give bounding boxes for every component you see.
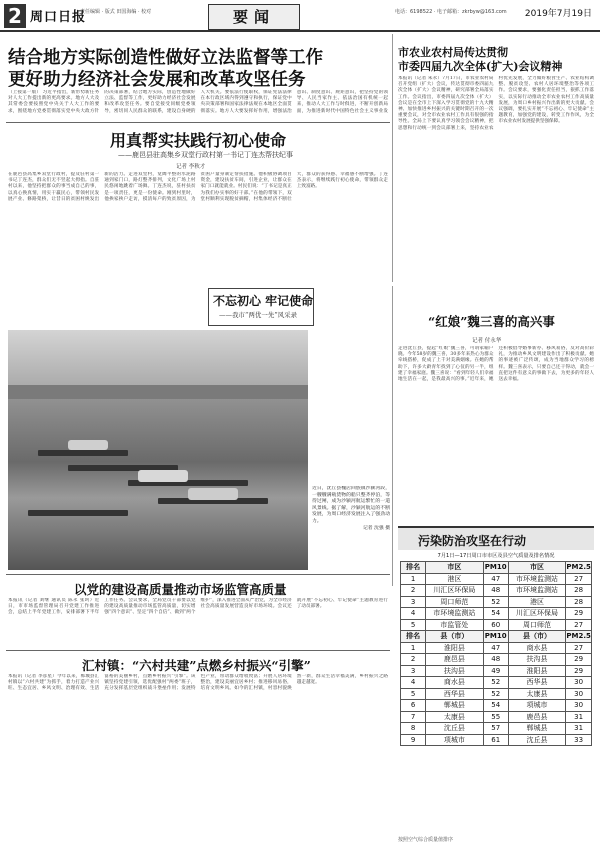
table-row [401, 734, 592, 746]
contact-line: 电话：6198522 · 电子邮箱：zkrbyw@163.com [395, 9, 507, 15]
location-cell: 商水县 [508, 642, 565, 654]
column-divider [392, 286, 393, 586]
pm10-cell: 54 [483, 608, 508, 620]
red-article-body: 走进沈丘县，提起“红娘”魏三喜，可谓家喻户晓。今年58岁的魏三喜，30多年来热心为群众牵线搭桥，促成了上千对美满姻缘。在她的帮助下，许多大龄青年找到了心仪的另一半，组建了幸福家庭。魏三喜说：“看到年轻人们幸福地生活在一起，是我最高兴的事。”近年来，她还积极倡导婚事新办、移风易俗，反对高价彩礼，为推动乡风文明建设作出了积极贡献。她的事迹被广泛传颂，成为当地群众学习的榜样。魏三喜表示，只要自己还干得动，就会一直把这件有意义的事做下去，为更多的年轻人送去幸福。 [398, 346, 594, 383]
rank-cell: 7 [401, 711, 426, 723]
pm25-cell: 27 [566, 619, 592, 631]
table-row [401, 677, 592, 689]
photo-treeline [8, 385, 308, 399]
location-cell: 周口师范 [426, 596, 483, 608]
pm25-cell: 30 [566, 700, 592, 712]
feature-byline: 记者 李秋才 [176, 164, 206, 170]
location-cell: 扶沟县 [426, 665, 483, 677]
rank-cell: 5 [401, 619, 426, 631]
photo-barge [28, 510, 128, 516]
main-article-body [8, 90, 388, 120]
rank-cell: 9 [401, 734, 426, 746]
main-headline-1: 结合地方实际创造性做好立法监督等工作 [8, 48, 323, 68]
photo-cargo [188, 488, 238, 500]
agri-headline-2: 市委四届九次全体(扩大)会议精神 [398, 60, 563, 73]
photo-cargo [68, 440, 108, 450]
location-cell: 鹿邑县 [508, 711, 565, 723]
rank-cell: 8 [401, 723, 426, 735]
header-pm10: PM10 [484, 632, 507, 641]
header-rule [0, 30, 600, 32]
header-county: 县（市） [508, 631, 565, 643]
table-row [401, 608, 592, 620]
location-cell: 周口师范 [508, 619, 565, 631]
pm25-cell: 29 [566, 665, 592, 677]
red-byline: 记者 付永华 [472, 338, 502, 344]
village-headline: 汇村镇：“六村共建”点燃乡村振兴“引擎” [82, 658, 311, 673]
photo-sky [8, 330, 308, 390]
editor-line: 责任编辑 · 版式 田国海编 · 校对 [80, 9, 152, 15]
main-article-text: 习近平指出，新形势新任务对人大工作提出新的更高要求。地方人大及其常委会要按照党中央关于人大工作的要求，围绕地方党委贯彻落实党中央大政方针的决策部署，结合地方实际，创造性地做好立法、监督等工作，更好助力经济社会发展和改革攻坚任务。要自觉接受同级党委领导，密切同人民群众的联系，建设自身硬的人大机关。要依法行使职权，保证宪法法律在本行政区域内得到遵守和执行，保证党中央决策部署和国家法律法规在本地区全面贯彻落实。地方人大要发挥好作用，增强法治意识、制度意识、规矩意识，把坚持党的领导、人民当家作主、依法治国有机统一起来，推动人大工作与时俱进，不断开创新局面，为推进新时代中国特色社会主义事业发 [8, 90, 388, 114]
pm10-cell: 49 [483, 665, 508, 677]
inset-headline: 不忘初心 牢记使命 [213, 294, 314, 308]
pm25-cell: 29 [566, 654, 592, 666]
issue-date: 2019年7月19日 [524, 9, 592, 19]
header-county: 县（市） [426, 631, 483, 643]
pm25-cell: 33 [566, 734, 592, 746]
table-row [401, 619, 592, 631]
agri-headline-1: 市农业农村局传达贯彻 [398, 46, 508, 59]
rank-cell: 5 [401, 688, 426, 700]
section-title: 要闻 [208, 4, 300, 30]
location-cell: 西华县 [426, 688, 483, 700]
pm25-cell: 29 [566, 608, 592, 620]
pm10-cell: 52 [483, 688, 508, 700]
table-row [401, 688, 592, 700]
header-rank: 排名 [401, 631, 426, 643]
table-header-row [401, 631, 592, 643]
pm25-cell: 28 [566, 596, 592, 608]
location-cell: 港区 [426, 573, 483, 585]
table-row [401, 700, 592, 712]
pm25-cell: 30 [566, 688, 592, 700]
section-rule [6, 574, 390, 575]
section-rule [6, 122, 390, 123]
rank-cell: 1 [401, 573, 426, 585]
pm10-cell: 47 [483, 642, 508, 654]
location-cell: 市环境监测站 [426, 608, 483, 620]
location-cell: 市环境监测站 [508, 573, 565, 585]
air-quality-table [400, 561, 592, 746]
header-pm25: PM2.5 [566, 563, 591, 572]
feature-article-body: 在鹿邑县高集乡双堂行政村，提及驻村第一书记丁连杰，群众们无不竖起大拇指。自驻村以来，他坚持把群众的事当成自己的事，以真心换真情，用实干赢民心，带领村民发展产业、修路架桥，让昔日的贫困村焕发出新的活力。走进双堂村，宽阔平整的水泥路通到家门口，路灯整齐排列，文化广场上村民悠闲地跳着广场舞。丁连杰说，驻村扶贫是一项责任，更是一份使命。刚到村里时，他挨家挨户走访，摸清每户的致贫原因，为贫困户量身制定帮扶措施。他积极协调项目资金，建设扶贫车间，引进企业，让群众在家门口就能就业。村民们说：“丁书记是真正为我们办实事的好干部。”在他的带领下，双堂村顺利实现脱贫摘帽，村集体经济不断壮大，群众的获得感、幸福感不断增强。丁连杰表示，将继续践行初心使命，带领群众走上致富路。 [8, 172, 388, 202]
photo-cargo [138, 470, 188, 482]
location-cell: 西华县 [508, 677, 565, 689]
location-cell: 太康县 [508, 688, 565, 700]
pm10-cell: 52 [483, 677, 508, 689]
pm10-cell: 61 [483, 734, 508, 746]
column-divider [392, 34, 393, 282]
location-cell: 川汇区环保局 [426, 585, 483, 597]
location-cell: 鹿邑县 [426, 654, 483, 666]
inset-box [208, 288, 314, 326]
rank-cell: 1 [401, 642, 426, 654]
pollution-title: 污染防治攻坚在行动 [418, 534, 527, 548]
pm10-cell: 54 [483, 700, 508, 712]
rank-cell: 3 [401, 596, 426, 608]
table-row [401, 654, 592, 666]
rank-cell: 6 [401, 700, 426, 712]
location-cell: 市环境监测站 [508, 585, 565, 597]
page-number: 2 [4, 4, 26, 28]
pollution-banner [398, 526, 594, 550]
rank-cell: 2 [401, 585, 426, 597]
location-cell: 沈丘县 [426, 723, 483, 735]
table-row [401, 585, 592, 597]
pm25-cell: 30 [566, 677, 592, 689]
location-cell: 扶沟县 [508, 654, 565, 666]
paper-name: 周口日报 [30, 10, 87, 25]
table-footer: 按照空气综合质量值排序 [398, 837, 454, 843]
photo-credit: 记者 沈强 摄 [362, 525, 390, 531]
page-header [0, 0, 600, 36]
location-cell: 郸城县 [508, 723, 565, 735]
table-header-row [401, 562, 592, 574]
rank-cell: 4 [401, 608, 426, 620]
pm25-cell: 31 [566, 723, 592, 735]
main-headline-2: 更好助力经济社会发展和改革攻坚任务 [8, 70, 306, 90]
village-article-body: 本报讯（记者 李彦星）今年以来，郸城县汇村镇以“六村共建”为抓手，着力打造产业兴旺、生态宜居、乡风文明、治理有效、生活富裕的美丽乡村，点燃乡村振兴“引擎”。该镇坚持党建引领，选优配强村“两委”班子，充分发挥基层党组织战斗堡垒作用；发展特色产业，带动群众增收致富；开展人居环境整治，建设美丽宜居乡村；推进移风易俗，培育文明乡风。如今的汇村镇，村容村貌焕然一新，群众生活幸福美满，乡村振兴之路越走越宽。 [8, 674, 388, 692]
red-headline: “红娘”魏三喜的高兴事 [428, 314, 555, 329]
pm25-cell: 27 [566, 642, 592, 654]
table-row [401, 711, 592, 723]
pm10-cell: 55 [483, 711, 508, 723]
pm25-cell: 31 [566, 711, 592, 723]
header-pm10: PM10 [484, 563, 507, 572]
header-district: 市区 [508, 562, 565, 574]
location-cell: 港区 [508, 596, 565, 608]
pm10-cell: 60 [483, 619, 508, 631]
feature-subhead: ——鹿邑县驻高集乡双堂行政村第一书记丁连杰帮扶纪事 [118, 151, 293, 159]
pm25-cell: 27 [566, 573, 592, 585]
table-row [401, 642, 592, 654]
location-cell: 川汇区环保局 [508, 608, 565, 620]
table-row [401, 573, 592, 585]
rank-cell: 3 [401, 665, 426, 677]
pm25-cell: 28 [566, 585, 592, 597]
photo-caption [312, 486, 390, 564]
location-cell: 太康县 [426, 711, 483, 723]
main-article-lead: （上接第一版） [8, 90, 42, 95]
news-photo [8, 330, 308, 570]
header-rank: 排名 [401, 562, 426, 574]
rank-cell: 4 [401, 677, 426, 689]
location-cell: 淮阳县 [426, 642, 483, 654]
header-pm25: PM2.5 [566, 632, 591, 641]
location-cell: 商水县 [426, 677, 483, 689]
location-cell: 市监管处 [426, 619, 483, 631]
table-row [401, 723, 592, 735]
location-cell: 沈丘县 [508, 734, 565, 746]
rank-cell: 2 [401, 654, 426, 666]
pm10-cell: 48 [483, 585, 508, 597]
pm10-cell: 52 [483, 596, 508, 608]
location-cell: 项城市 [426, 734, 483, 746]
header-district: 市区 [426, 562, 483, 574]
market-article-body: 本报讯（记者 刘继 通讯员 陈永 张珂）近日，市市场监督管理局召开党建工作推进会，总结上半年党建工作，安排部署下半年工作任务。会议要求，全局党员干部要以党的建设高质量推动市场监管高质量，切实增强“四个意识”、坚定“四个自信”、做到“两个维护”，深入推进全面从严治党，为全市经济社会高质量发展营造良好市场环境。会议还就开展“不忘初心、牢记使命”主题教育进行了动员部署。 [8, 598, 388, 616]
location-cell: 淮阳县 [508, 665, 565, 677]
table-row [401, 596, 592, 608]
agri-article-body: 本报讯（记者 朱永）7月17日，市农业农村局召开党组（扩大）会议，传达贯彻市委四届九次全体（扩大）会议精神，研究部署全局落实工作。会议指出，市委四届九次全体（扩大）会议是在全市上下深入学习贯彻党的十九大精神、加快推进乡村振兴的关键时期召开的一次重要会议，对全市农业农村工作具有很强的指导性。全局上下要认真学习领会会议精神，把思想和行动统一到会议部署上来，坚持农业农村优先发展，全力做好粮食生产、农业结构调整、脱贫攻坚、农村人居环境整治等各项工作。会议要求，要强化责任担当，狠抓工作落实，以实际行动推动全市农业农村工作高质量发展，为周口乡村振兴作出新的更大贡献。会议强调，要扎实开展“不忘初心、牢记使命”主题教育，加强党的建设，转变工作作风，为全市农业农村发展提供坚强保障。 [398, 76, 594, 131]
pm10-cell: 47 [483, 573, 508, 585]
location-cell: 郸城县 [426, 700, 483, 712]
pm10-cell: 48 [483, 654, 508, 666]
photo-caption-text: 近日，沈丘县槐店回族镇沙颍河段，一艘艘满载货物的船只整齐停泊，等待过闸，成为沙颍河航运繁忙的一道风景线。据了解，沙颍河航运的不断发展，为周口经济发展注入了强劲动力。 [312, 486, 390, 524]
location-cell: 项城市 [508, 700, 565, 712]
feature-headline: 用真帮实扶践行初心使命 [110, 131, 287, 150]
section-rule [6, 650, 390, 651]
pm10-cell: 57 [483, 723, 508, 735]
pollution-table-title: 7月1日—17日周口市市区及县空气质量及排名情况 [437, 553, 555, 559]
inset-subhead: ——我市“两优一先”风采录 [219, 311, 298, 319]
table-row [401, 665, 592, 677]
market-headline: 以党的建设高质量推动市场监管高质量 [74, 582, 287, 597]
photo-barge [38, 450, 128, 456]
